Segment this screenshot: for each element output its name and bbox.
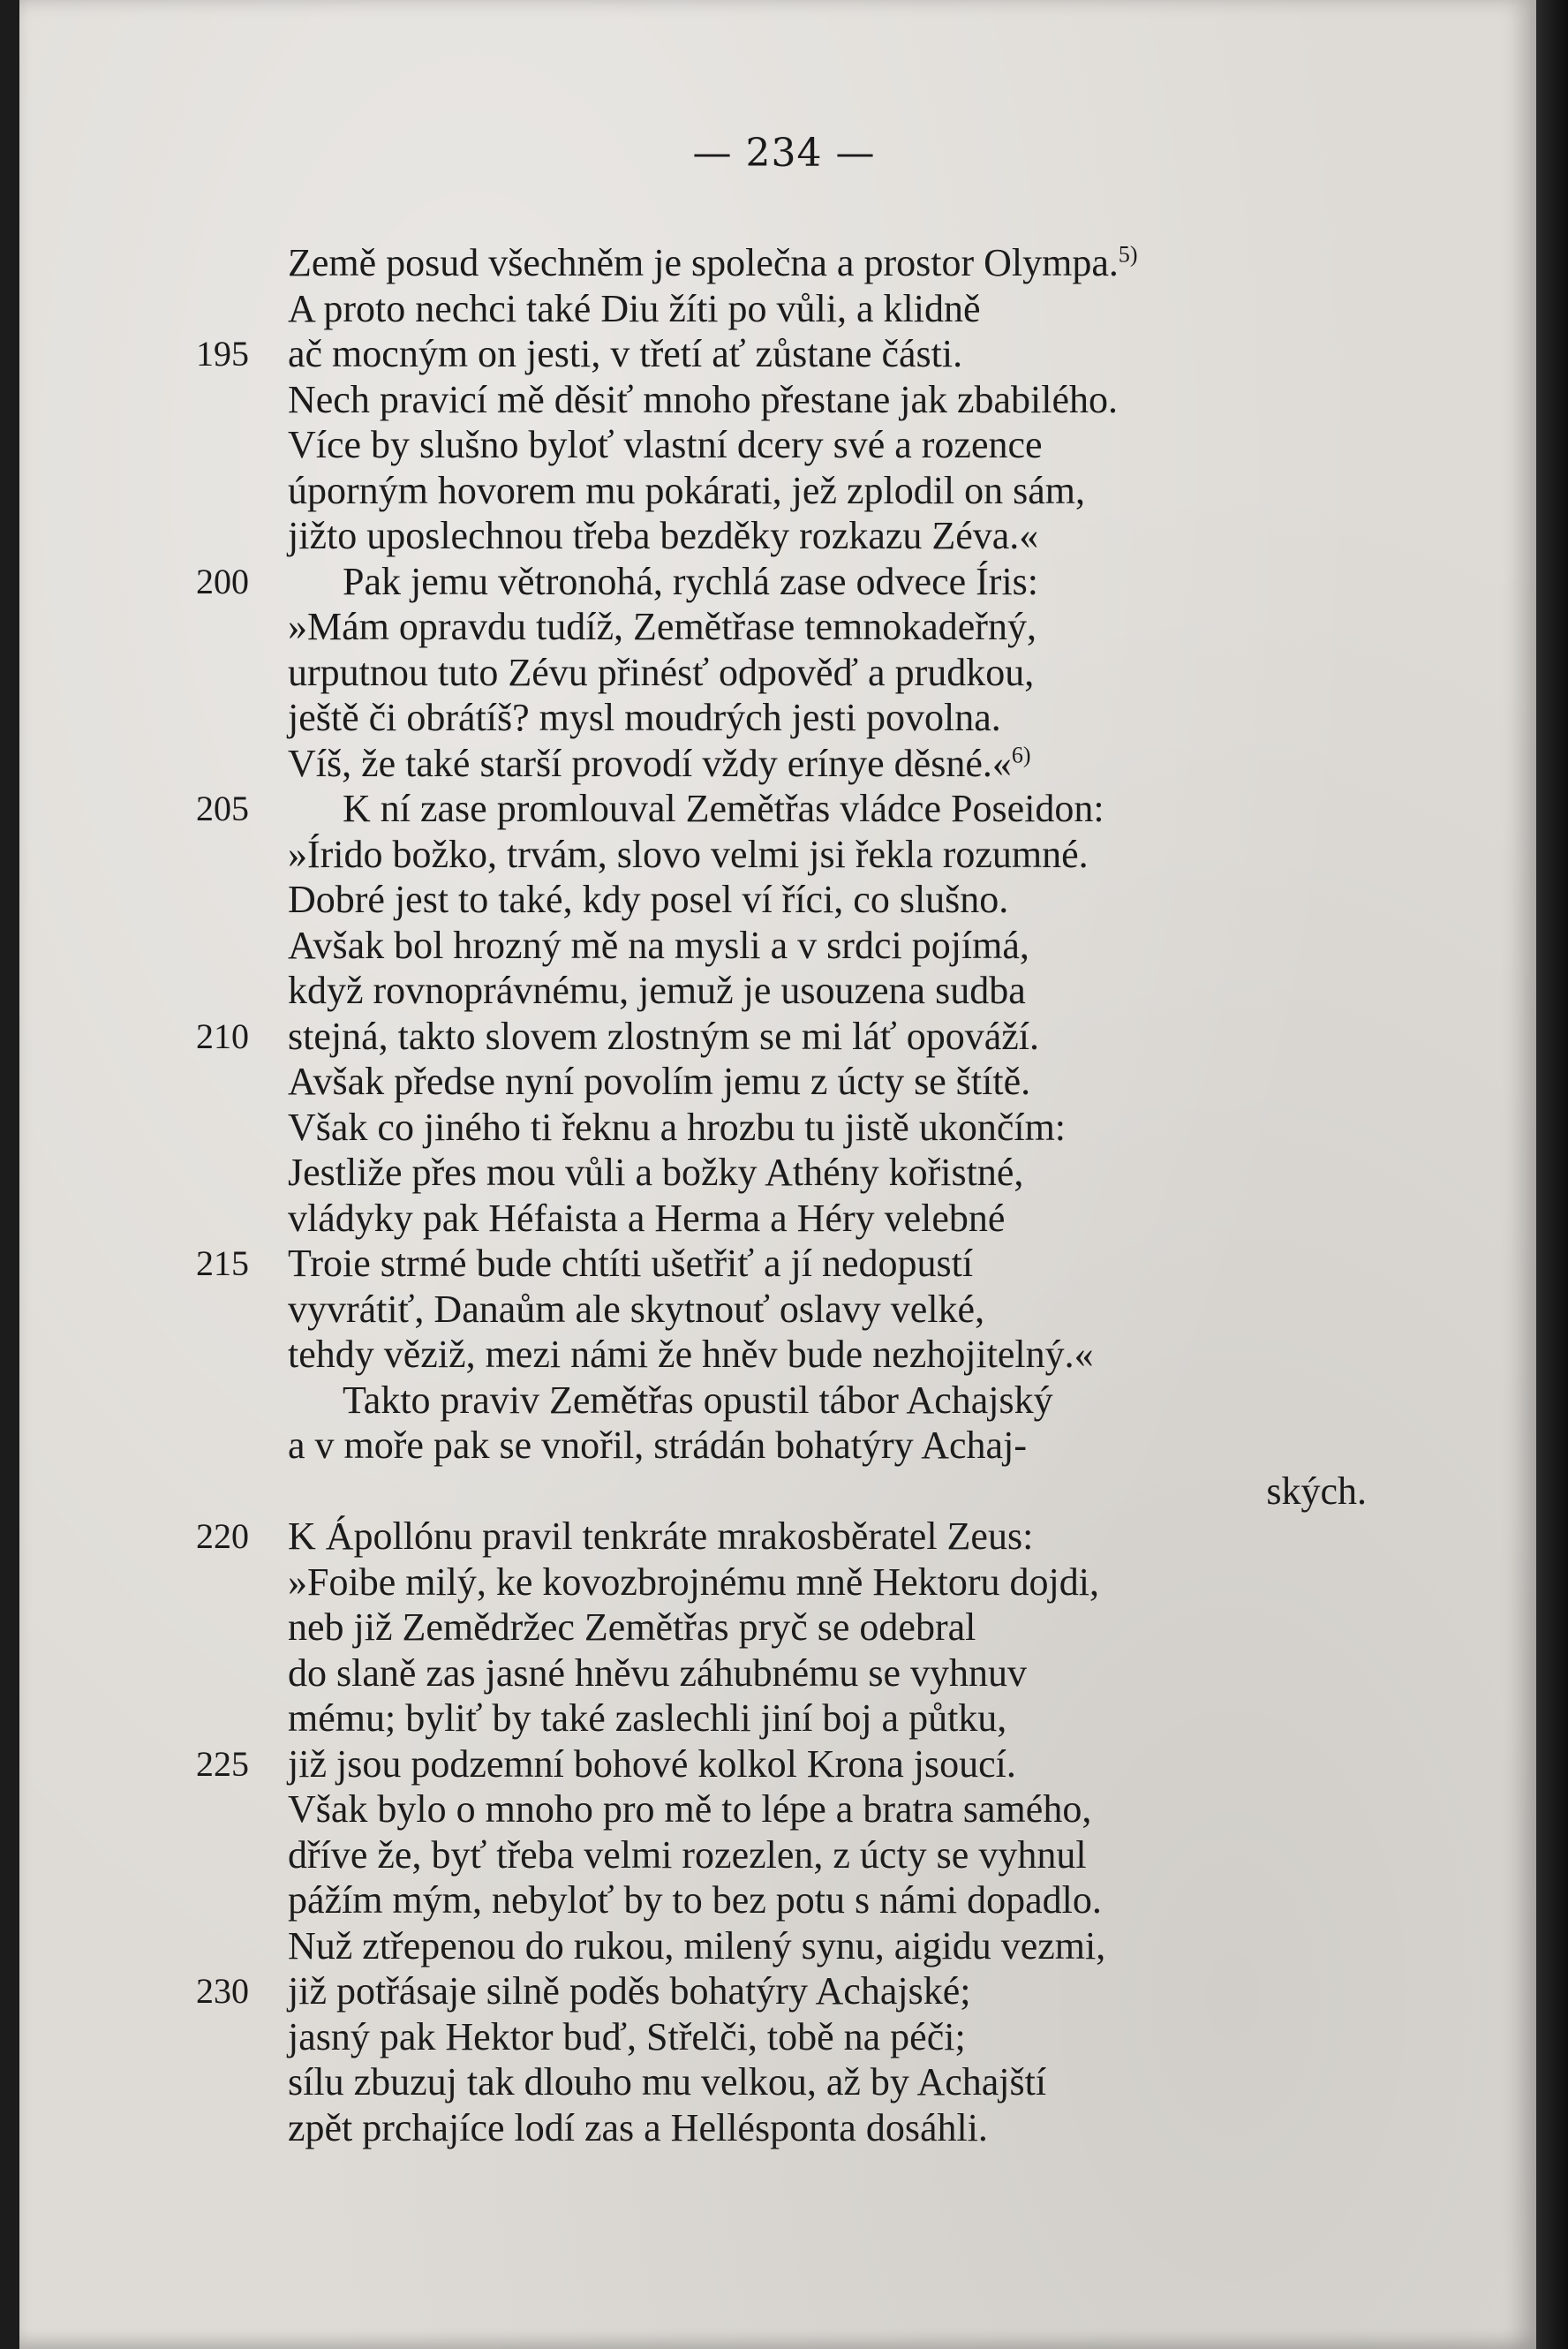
verse-words: urputnou tuto Zévu přinésť odpověď a prudkou, [288, 650, 1035, 694]
poem-line [0, 1105, 1568, 1150]
verse-words: K Ápollónu pravil tenkráte mrakosběratel Zeus: [288, 1514, 1034, 1558]
poem-line [0, 1786, 1568, 1832]
poem-line [0, 1923, 1568, 1968]
verse-words: pážím mým, nebyloť by to bez potu s námi dopadlo. [288, 1878, 1102, 1922]
poem-line [0, 513, 1568, 558]
poem-line [0, 1014, 1568, 1059]
poem-line [0, 1560, 1568, 1605]
poem-line [0, 923, 1568, 968]
verse-text [288, 2059, 1046, 2104]
line-number: 210 [196, 1016, 249, 1056]
verse-words: mému; byliť by také zaslechli jiní boj a půtku, [288, 1696, 1007, 1740]
verse-text [288, 695, 1001, 740]
poem-line [0, 2014, 1568, 2059]
poem-line [0, 331, 1568, 376]
line-number: 200 [196, 561, 249, 601]
verse-text [288, 1832, 1087, 1877]
verse-text [288, 1696, 1006, 1741]
verse-text [288, 1332, 1094, 1377]
verse-words: Však bylo o mnoho pro mě to lépe a bratra samého, [288, 1787, 1092, 1831]
verse-text [288, 923, 1029, 968]
verse-text [288, 1786, 1091, 1832]
verse-text [288, 286, 980, 331]
verse-words: tehdy věziž, mezi námi že hněv bude nezhojitelný.« [288, 1333, 1094, 1376]
poem-line [0, 377, 1568, 422]
verse-words: Země posud všechněm je společna a prostor Olympa. [288, 241, 1119, 284]
verse-words: Pak jemu větronohá, rychlá zase odvece Íris: [343, 559, 1039, 603]
verse-text [343, 559, 1038, 604]
verse-text [288, 2105, 988, 2150]
poem-line [0, 741, 1568, 786]
verse-words: Jestliže přes mou vůli a božky Athény kořistné, [288, 1151, 1024, 1194]
line-number: 225 [196, 1743, 249, 1784]
verse-text [288, 650, 1034, 695]
verse-text [288, 1877, 1102, 1922]
poem-line [0, 240, 1568, 285]
verse-text [288, 1105, 1066, 1150]
verse-words: zpět prchajíce lodí zas a Hellésponta dosáhli. [288, 2105, 988, 2149]
poem-line [0, 877, 1568, 922]
verse-text [288, 331, 962, 376]
verse-text [288, 1014, 1039, 1059]
verse-text [288, 1605, 976, 1650]
poem-line [0, 1741, 1568, 1786]
poem-line [0, 1469, 1568, 1514]
poem-line [0, 468, 1568, 513]
poem-line [0, 1877, 1568, 1922]
poem-line [0, 1423, 1568, 1468]
poem-line [0, 1696, 1568, 1741]
line-number: 220 [196, 1516, 249, 1556]
verse-words: Nech pravicí mě děsiť mnoho přestane jak zbabilého. [288, 377, 1119, 421]
poem-line [0, 1196, 1568, 1241]
poem-line [0, 650, 1568, 695]
poem-line [0, 286, 1568, 331]
verse-words: K ní zase promlouval Zemětřas vládce Poseidon: [343, 787, 1104, 830]
verse-words: jižto uposlechnou třeba bezděky rozkazu Zéva.« [288, 514, 1039, 557]
verse-text [1266, 1469, 1367, 1514]
line-number: 230 [196, 1971, 249, 2011]
line-number: 205 [196, 789, 249, 828]
verse-words: již jsou podzemní bohové kolkol Krona jsoucí. [288, 1741, 1016, 1786]
verse-words: ač mocným on jesti, v třetí ať zůstane části. [288, 332, 963, 375]
verse-text [288, 422, 1043, 467]
verse-text [288, 1196, 1005, 1241]
poem-line [0, 1605, 1568, 1650]
poem-line [0, 1650, 1568, 1696]
verse-words: do slaně zas jasné hněvu záhubnému se vyhnuv [288, 1650, 1027, 1695]
poem-line [0, 604, 1568, 649]
verse-words: jasný pak Hektor buď, Střelči, tobě na péči; [288, 2014, 966, 2058]
footnote-marker: 5) [1118, 241, 1138, 268]
line-number: 195 [196, 334, 249, 374]
verse-words: ských. [1266, 1469, 1367, 1513]
verse-text [288, 1241, 973, 1286]
poem-line [0, 1150, 1568, 1195]
verse-words: a v moře pak se vnořil, strádán bohatýry Achaj- [288, 1424, 1027, 1467]
verse-text [288, 240, 1138, 285]
poem-line [0, 2105, 1568, 2150]
verse-words: Víš, že také starší provodí vždy erínye děsné.« [288, 741, 1012, 785]
verse-words: Více by slušno byloť vlastní dcery své a rozence [288, 423, 1043, 466]
verse-text [288, 1968, 970, 2013]
verse-text [288, 1059, 1030, 1104]
verse-words: »Mám opravdu tudíž, Zemětřase temnokadeřný, [288, 605, 1037, 648]
line-number: 215 [196, 1243, 249, 1283]
verse-words: »Foibe milý, ke kovozbrojnému mně Hektoru dojdi, [288, 1560, 1099, 1604]
verse-text [288, 2014, 966, 2059]
verse-text [288, 1741, 1016, 1786]
poem-line [0, 1378, 1568, 1423]
poem-line [0, 2059, 1568, 2104]
poem-line [0, 1968, 1568, 2013]
poem-line [0, 968, 1568, 1013]
verse-text [288, 877, 1008, 922]
verse-words: již potřásaje silně poděs bohatýry Achajské; [288, 1969, 971, 2013]
verse-words: Však co jiného ti řeknu a hrozbu tu jistě ukončím: [288, 1105, 1067, 1149]
verse-words: ještě či obrátíš? mysl moudrých jesti povolna. [288, 696, 1001, 739]
verse-words: když rovnoprávnému, jemuž je usouzena sudba [288, 969, 1026, 1012]
verse-words: »Írido božko, trvám, slovo velmi jsi řekla rozumné. [288, 832, 1089, 876]
poem-line [0, 559, 1568, 604]
verse-text [288, 1423, 1027, 1468]
verse-text [288, 1514, 1033, 1559]
poem-line [0, 1332, 1568, 1377]
verse-words: Takto praviv Zemětřas opustil tábor Achajský [343, 1378, 1053, 1422]
poem-line [0, 1287, 1568, 1332]
verse-text [288, 604, 1037, 649]
verse-words: A proto nechci také Diu žíti po vůli, a klidně [288, 286, 981, 330]
poem-line [0, 1832, 1568, 1877]
verse-words: vládyky pak Héfaista a Herma a Héry velebné [288, 1196, 1006, 1240]
verse-words: sílu zbuzuj tak dlouho mu velkou, až by Achajští [288, 2060, 1047, 2104]
poem-line [0, 422, 1568, 467]
verse-text [343, 786, 1104, 831]
verse-text [288, 377, 1118, 422]
verse-text [288, 468, 1085, 513]
verse-text [288, 1923, 1105, 1968]
poem-line [0, 1241, 1568, 1286]
verse-words: Nuž ztřepenou do rukou, milený synu, aigidu vezmi, [288, 1923, 1106, 1968]
verse-words: Troie strmé bude chtíti ušetřiť a jí nedopustí [288, 1242, 974, 1285]
poem-line [0, 832, 1568, 877]
verse-text [288, 513, 1038, 558]
poem-line [0, 695, 1568, 740]
verse-words: vyvrátiť, Danaům ale skytnouť oslavy velké, [288, 1287, 985, 1331]
verse-words: stejná, takto slovem zlostným se mi láť opováží. [288, 1014, 1039, 1058]
verse-text [288, 1560, 1099, 1605]
verse-text [288, 1650, 1027, 1696]
verse-words: dříve že, byť třeba velmi rozezlen, z úcty se vyhnul [288, 1832, 1087, 1877]
verse-words: Avšak bol hrozný mě na mysli a v srdci pojímá, [288, 923, 1029, 967]
page-number: — 234 — [692, 131, 876, 176]
verse-text [288, 1150, 1023, 1195]
footnote-marker: 6) [1011, 741, 1031, 767]
verse-words: Avšak předse nyní povolím jemu z úcty se štítě. [288, 1060, 1031, 1103]
poem-line [0, 786, 1568, 831]
verse-words: úporným hovorem mu pokárati, jež zplodil on sám, [288, 468, 1086, 512]
verse-text [288, 1287, 984, 1332]
verse-text [288, 968, 1026, 1013]
verse-words: Dobré jest to také, kdy posel ví říci, co slušno. [288, 878, 1009, 921]
verse-words: neb již Zemědržec Zemětřas pryč se odebral [288, 1605, 976, 1649]
poem-line [0, 1514, 1568, 1559]
verse-text [343, 1378, 1053, 1423]
verse-text [288, 741, 1031, 786]
poem-line [0, 1059, 1568, 1104]
verse-text [288, 832, 1089, 877]
